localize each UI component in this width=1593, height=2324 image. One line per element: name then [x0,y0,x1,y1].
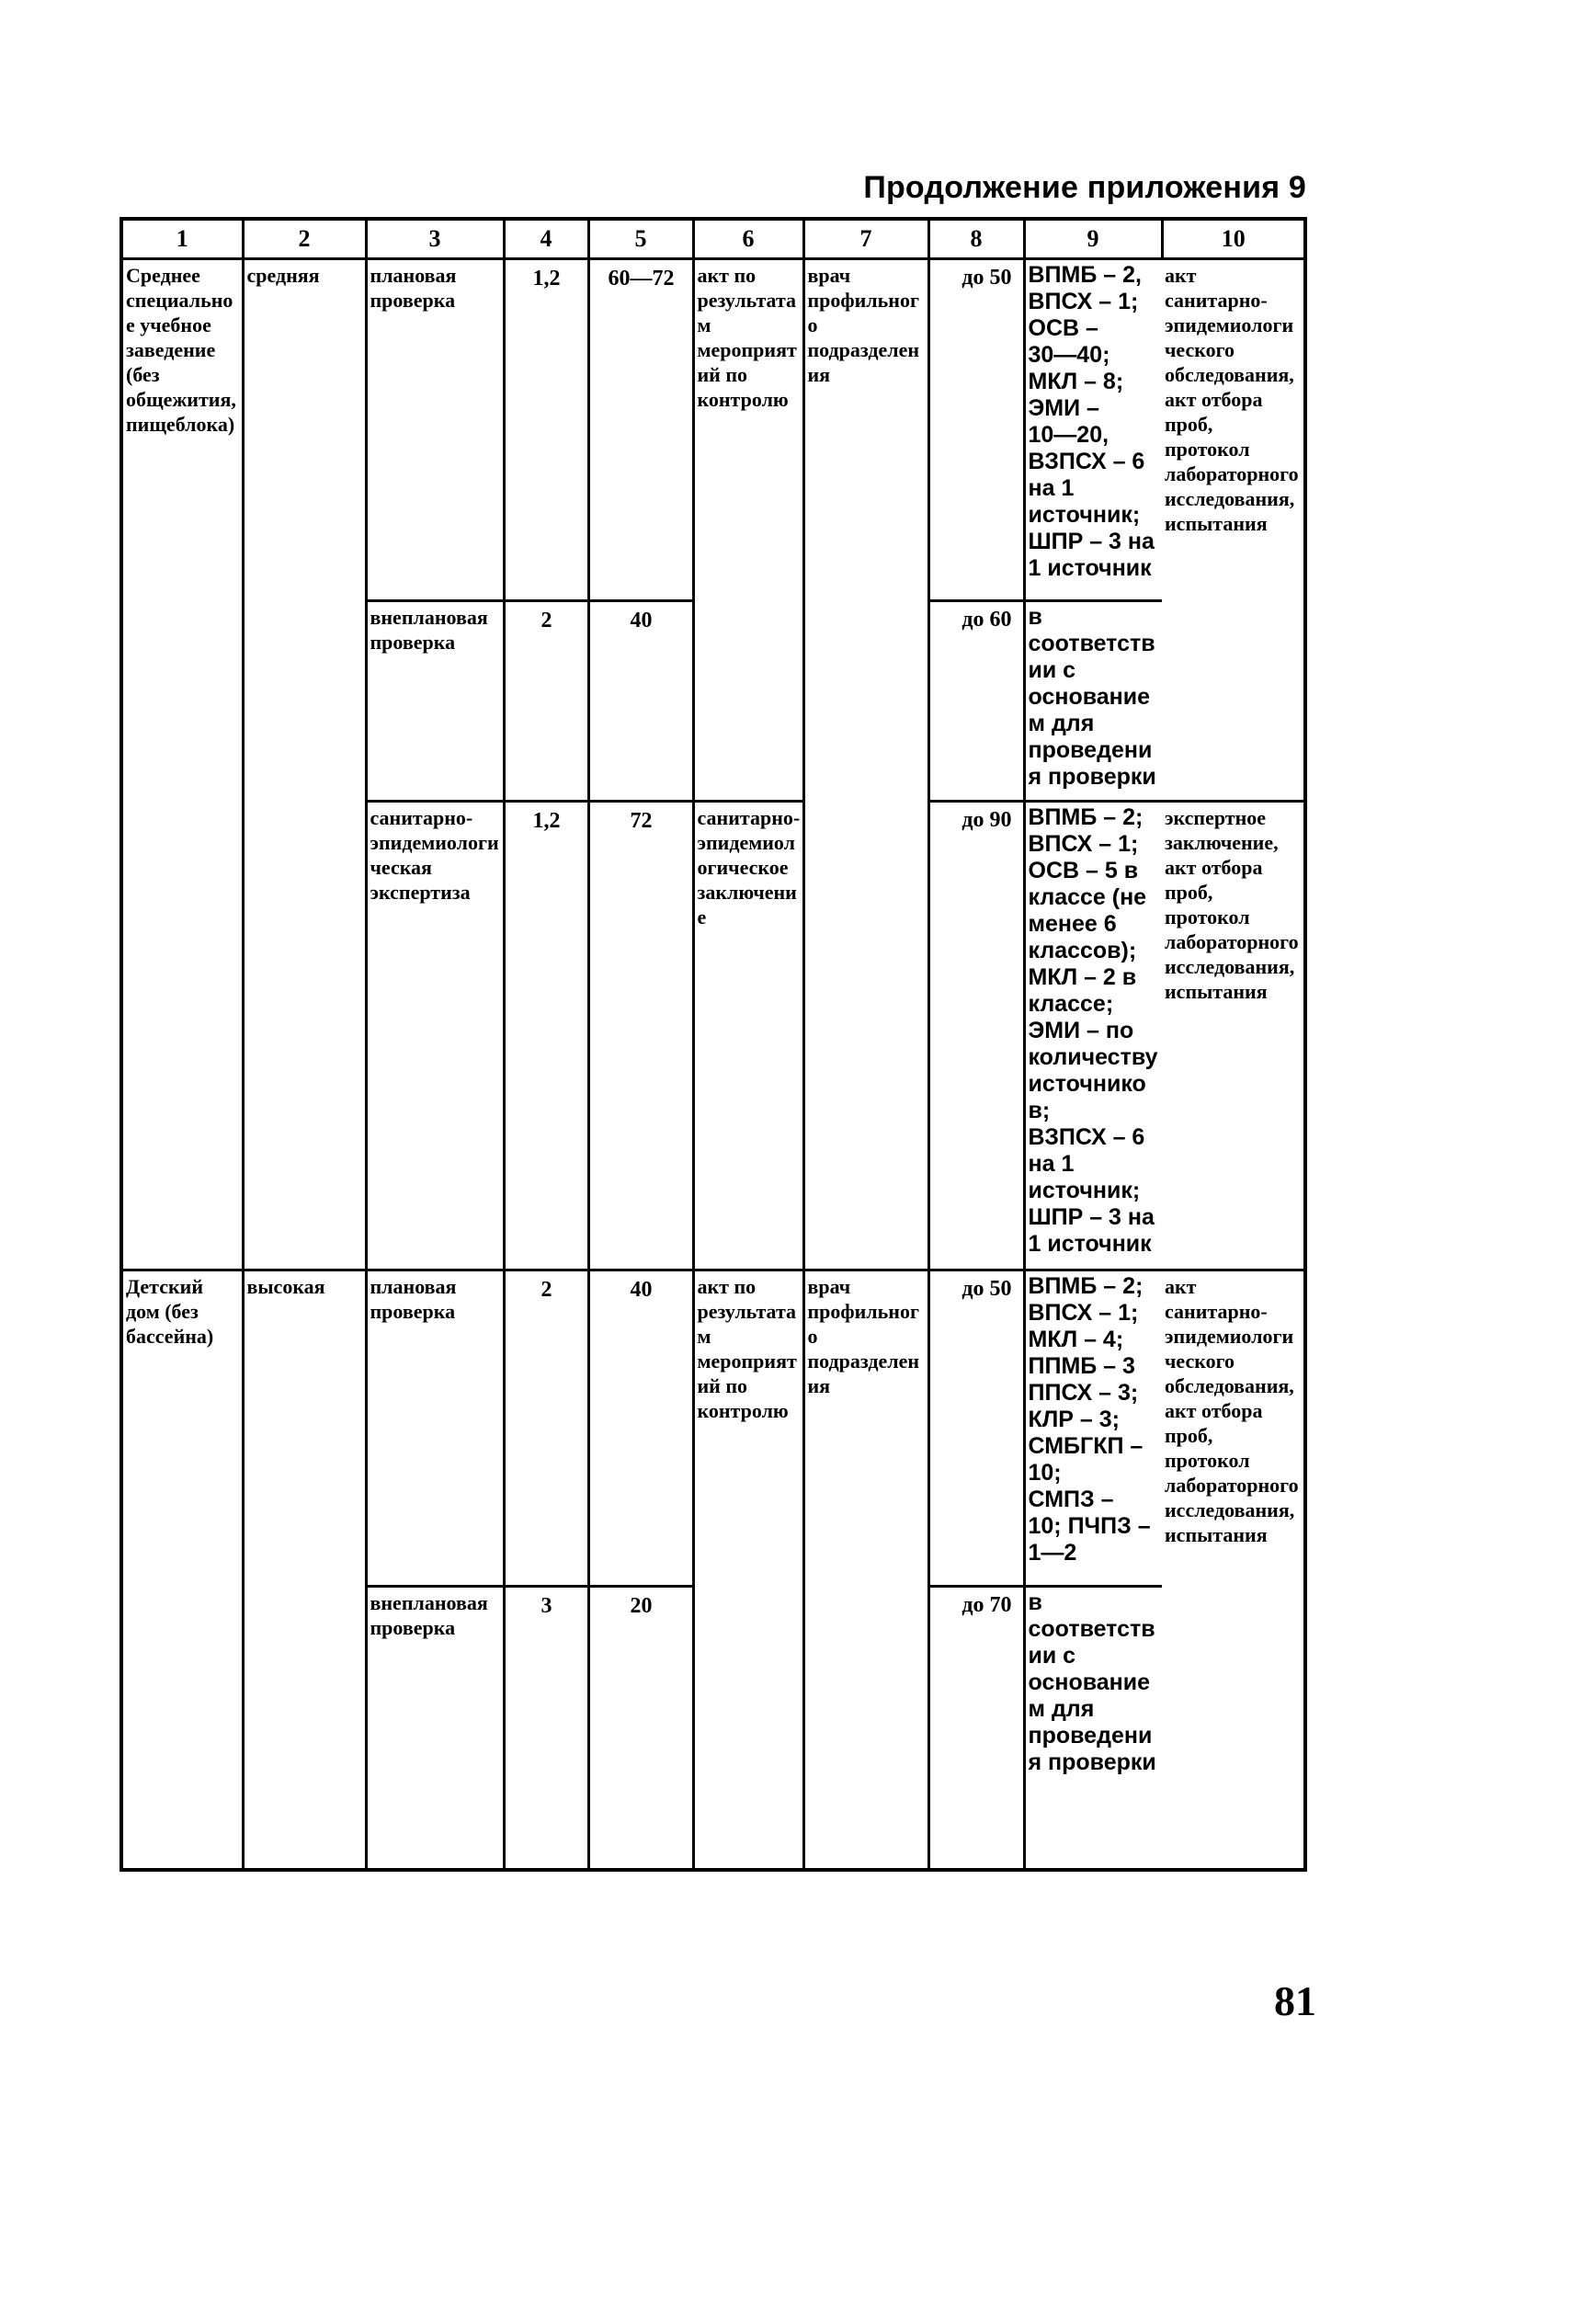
header-row [121,219,1305,259]
samples-cell: ВПМБ – 2; ВПСХ – 1; МКЛ – 4; ППМБ – 3 ППСХ – 3; КЛР – 3; СМБГКП – 10; СМПЗ – 10; ПЧПЗ – 1—2 [1024,1270,1162,1587]
samples-cell: ВПМБ – 2, ВПСХ – 1; ОСВ – 30—40; МКЛ – 8; ЭМИ – 10—20, ВЗПСХ – 6 на 1 источник; ШПР – 3 на 1 источник [1024,259,1162,601]
control-type-cell: плановая проверка [366,1270,504,1587]
risk-category-cell: средняя [243,259,366,1270]
column-header: 2 [243,219,366,259]
column-header: 9 [1024,219,1162,259]
risk-category-cell: высокая [243,1270,366,1870]
samples-cell: ВПМБ – 2; ВПСХ – 1; ОСВ – 5 в классе (не менее 6 классов); МКЛ – 2 в классе; ЭМИ – по количеству источников; ВЗПСХ – 6 на 1 источник; ШПР – 3 на 1 источник [1024,802,1162,1270]
value-cell-col5: 40 [588,601,693,802]
table-row [121,259,1305,601]
documents-cell: акт санитарно-эпидемиологического обследования, акт отбора проб, протокол лабораторного исследования, испытания [1162,259,1305,802]
value-cell-col5: 72 [588,802,693,1270]
column-header: 7 [803,219,928,259]
column-header: 8 [928,219,1024,259]
specialist-cell: врач профильного подразделения [803,259,928,1270]
control-type-cell: внеплановая проверка [366,1587,504,1870]
value-cell-col4: 2 [504,601,588,802]
table-row [121,1270,1305,1587]
value-cell-col4: 3 [504,1587,588,1870]
result-document-cell: акт по результатам мероприятий по контролю [693,1270,803,1870]
value-cell-col4: 1,2 [504,259,588,601]
appendix-continuation-caption: Продолжение приложения 9 [863,170,1306,205]
value-cell-col5: 60—72 [588,259,693,601]
page-number: 81 [1274,1977,1316,2024]
column-header: 10 [1162,219,1305,259]
column-header: 5 [588,219,693,259]
value-cell-col8: до 90 [928,802,1024,1270]
column-header: 3 [366,219,504,259]
object-type-cell: Среднее специальное учебное заведение (без общежития, пищеблока) [121,259,243,1270]
value-cell-col5: 40 [588,1270,693,1587]
value-cell-col4: 1,2 [504,802,588,1270]
value-cell-col4: 2 [504,1270,588,1587]
value-cell-col5: 20 [588,1587,693,1870]
control-type-cell: санитарно-эпидемиологическая экспертиза [366,802,504,1270]
column-header: 1 [121,219,243,259]
specialist-cell: врач профильного подразделения [803,1270,928,1870]
control-type-cell: внеплановая проверка [366,601,504,802]
samples-cell: в соответствии с основанием для проведения проверки [1024,601,1162,802]
samples-cell: в соответствии с основанием для проведения проверки [1024,1587,1162,1870]
result-document-cell: санитарно-эпидемиологическое заключение [693,802,803,1270]
value-cell-col8: до 60 [928,601,1024,802]
value-cell-col8: до 50 [928,259,1024,601]
column-header: 6 [693,219,803,259]
value-cell-col8: до 70 [928,1587,1024,1870]
control-type-cell: плановая проверка [366,259,504,601]
inspection-table [119,217,1307,1872]
value-cell-col8: до 50 [928,1270,1024,1587]
documents-cell: экспертное заключение, акт отбора проб, протокол лабораторного исследования, испытания [1162,802,1305,1270]
result-document-cell: акт по результатам мероприятий по контролю [693,259,803,802]
column-header: 4 [504,219,588,259]
documents-cell: акт санитарно-эпидемиологического обследования, акт отбора проб, протокол лабораторного исследования, испытания [1162,1270,1305,1870]
object-type-cell: Детский дом (без бассейна) [121,1270,243,1870]
